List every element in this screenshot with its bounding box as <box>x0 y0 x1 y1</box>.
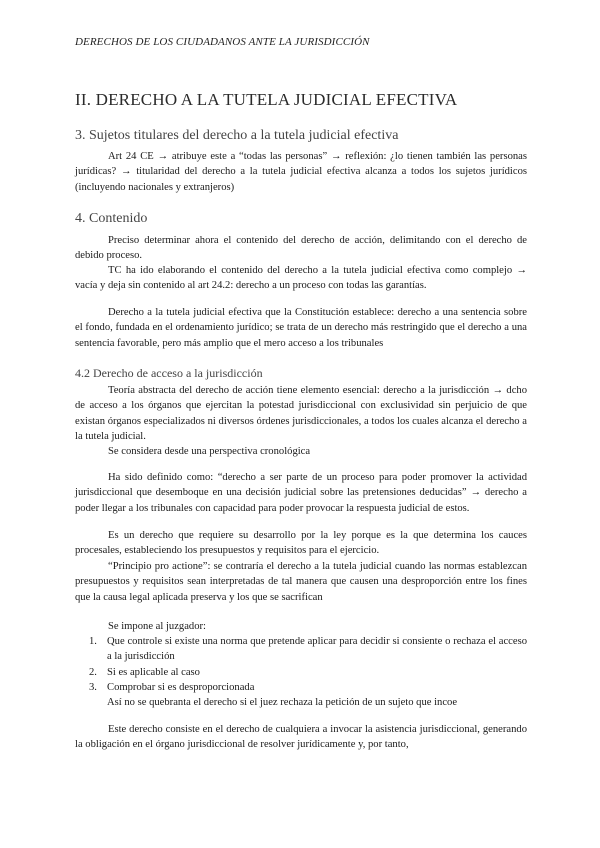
list-item-number: 3. <box>89 682 97 694</box>
heading-sujetos-titulares: 3. Sujetos titulares del derecho a la tutela judicial efectiva <box>75 128 399 143</box>
paragraph-acceso-2: Se considera desde una perspectiva cronológica <box>108 446 311 457</box>
heading-acceso-jurisdiccion: 4.2 Derecho de acceso a la jurisdicción <box>75 366 263 380</box>
paragraph-acceso-3: Ha sido definido como: “derecho a ser parte de un proceso para poder promover la actividad jurisdiccional que desemboque en una decisión judicial sobre las pretensiones deducidas” → derecho a poder llegar a los tribunales con capacidad para poder provocar la respuesta judicial de estos. <box>75 472 527 514</box>
paragraph-juzgador: Se impone al juzgador: <box>108 621 206 632</box>
list-item-number: 2. <box>89 666 97 678</box>
list-item-number: 1. <box>89 636 97 647</box>
paragraph-titulares: Art 24 CE → atribuye este a “todas las personas” → reflexión: ¿lo tienen también las personas jurídicas? → titularidad del derecho a la tutela judicial efectiva alcanza a todos los sujetos jurídicos (incluyendo nacionales y extranjeros) <box>75 151 527 193</box>
paragraph-pro-actione: “Principio pro actione”: se contraría el derecho a la tutela judicial cuando las normas establezcan presupuestos y requisitos sean interpretadas de tal manera que causen una desproporción entre los fines que la causa legal aplicada preserva y los que se sacrifican <box>75 561 527 603</box>
section-title: II. DERECHO A LA TUTELA JUDICIAL EFECTIVA <box>75 90 458 109</box>
paragraph-contenido-2: TC ha ido elaborando el contenido del derecho a la tutela judicial efectiva como complejo → vacía y deja sin contenido al art 24.2: derecho a un proceso con todas las garantías. <box>75 265 527 292</box>
paragraph-quebranta: Así no se quebranta el derecho si el juez rechaza la petición de un sujeto que incoe <box>107 697 458 708</box>
list-item <box>75 665 527 680</box>
list-item <box>75 634 527 665</box>
juzgador-list <box>75 634 527 696</box>
list-item-text: Comprobar si es desproporcionada <box>107 682 255 694</box>
paragraph-contenido-3: Derecho a la tutela judicial efectiva que la Constitución establece: derecho a una sentencia sobre el fondo, fundada en el ordenamiento jurídico; se trata de un derecho más restringido que el derecho a una sentencia favorable, pero más amplio que el mero acceso a los tribunales <box>75 307 527 349</box>
paragraph-asistencia: Este derecho consiste en el derecho de cualquiera a invocar la asistencia jurisdiccional, generando la obligación en el órgano jurisdiccional de resolver jurídicamente y, por tanto, <box>75 724 527 751</box>
list-item-text: Si es aplicable al caso <box>107 666 200 678</box>
list-item-text: Que controle si existe una norma que pretende aplicar para decidir si consiente o rechaza el acceso a la jurisdicción <box>107 636 527 663</box>
running-header: DERECHOS DE LOS CIUDADANOS ANTE LA JURISDICCIÓN <box>75 36 370 48</box>
paragraph-contenido-1: Preciso determinar ahora el contenido del derecho de acción, delimitando con el derecho de debido proceso. <box>75 235 527 262</box>
list-item <box>75 680 527 695</box>
heading-contenido: 4. Contenido <box>75 211 148 226</box>
paragraph-acceso-1: Teoría abstracta del derecho de acción tiene elemento esencial: derecho a la jurisdicción → dcho de acceso a los órganos que ejercitan la potestad jurisdiccional con exclusividad sin perjuicio de que existan órganos especializados ni diversos órdenes jurisdiccionales, a todos los cuales alcanza el derecho a la tutela judicial. <box>75 385 527 443</box>
paragraph-acceso-4: Es un derecho que requiere su desarrollo por la ley porque es la que determina los cauces procesales, estableciendo los presupuestos y requisitos para el ejercicio. <box>75 530 527 557</box>
